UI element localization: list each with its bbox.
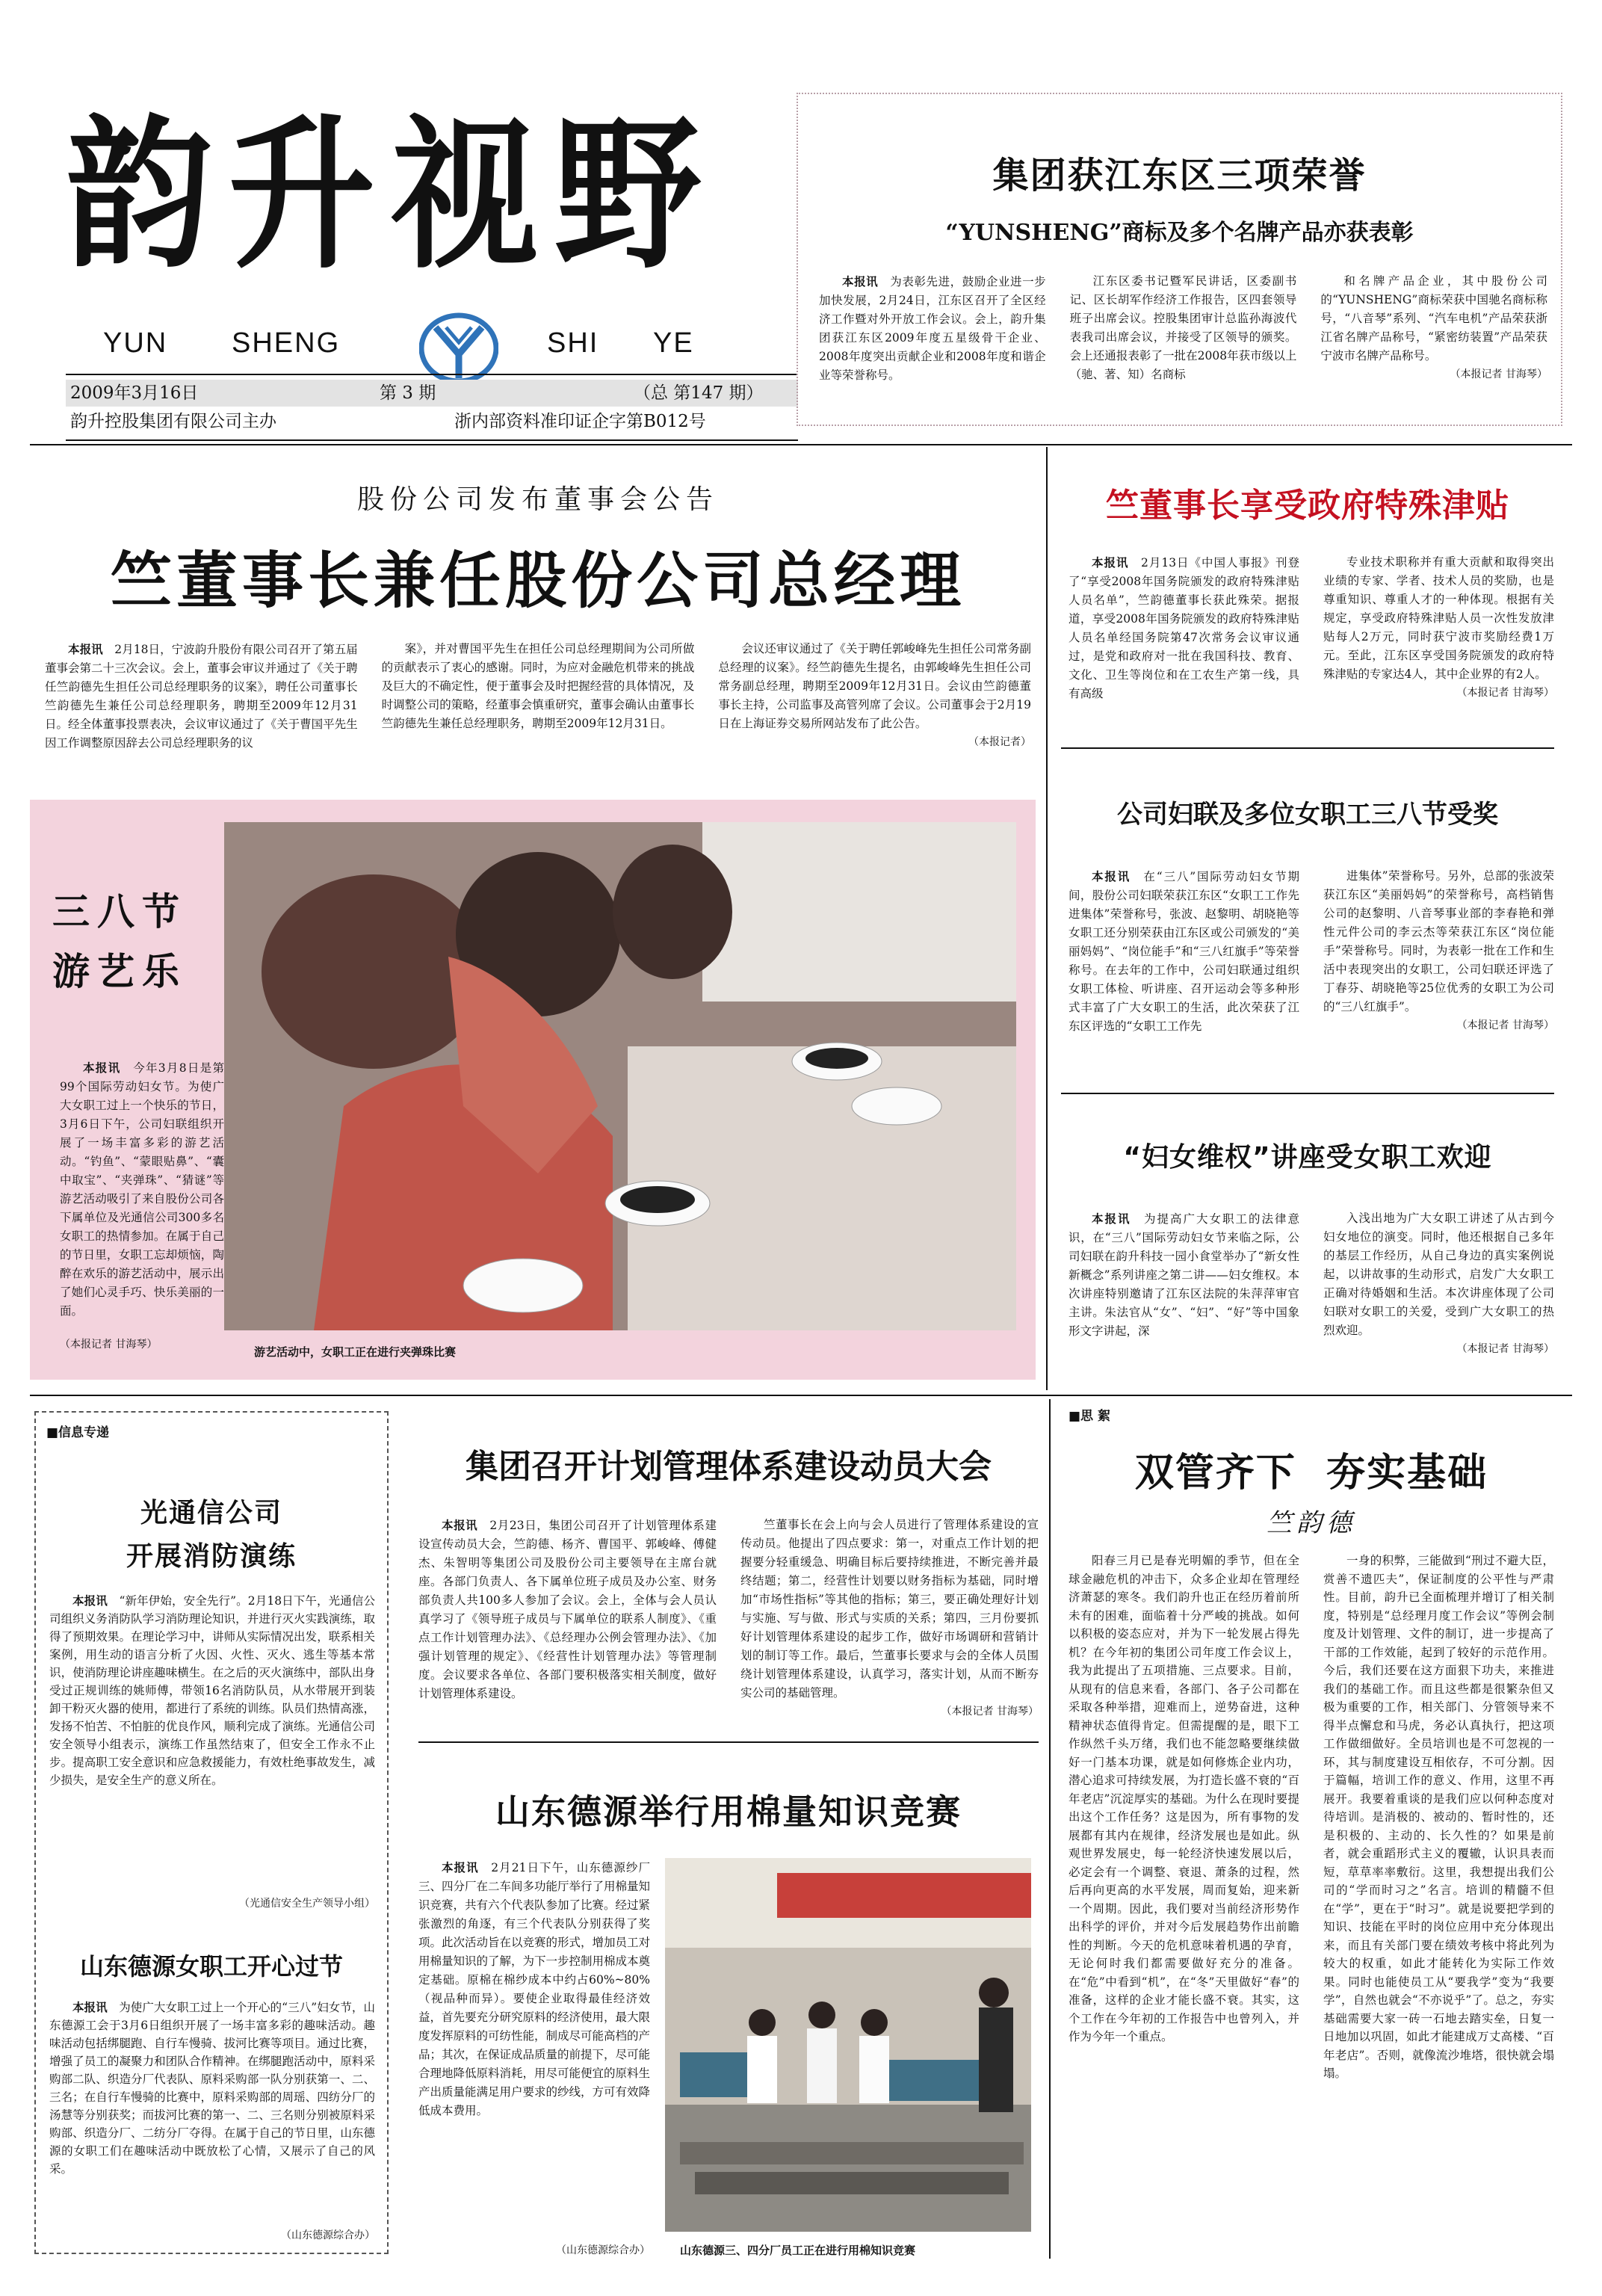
lead: 本报讯 <box>68 642 103 656</box>
col-1: 为提高广大女职工的法律意识，在“三八”国际劳动妇女节来临之际，公司妇联在韵升科技一园小食堂举办了“新女性新概念”系列讲座之第二讲——妇女维权。本次讲座特别邀请了江东区法院的朱萍萍审官主讲。朱法官从“女”、“妇”、“好”等中国象形文字讲起，深 <box>1068 1212 1299 1338</box>
article-title-line1: 三八节 <box>52 890 187 933</box>
article-rights-lecture <box>1061 1097 1554 1389</box>
sponsor: 韵升控股集团有限公司主办 <box>70 412 276 431</box>
author-signature: 竺韵德 <box>1267 1508 1356 1538</box>
article-kicker: 股份公司发布董事会公告 <box>356 484 719 515</box>
article-title: “妇女维权”讲座受女职工欢迎 <box>1123 1142 1492 1173</box>
byline: （本报记者 甘海琴） <box>1450 368 1548 380</box>
masthead <box>66 97 798 441</box>
lead: 本报讯 <box>1092 869 1131 883</box>
col-2: 竺董事长在会上向与会人员进行了管理体系建设的宣传动员。他提出了四点要求：第一，对重点工作计划的把握要分轻重缓急、明确目标后要持续推进，不断完善并最终结题；第二，经营性计划要以财务指标为基础，同时增加“市场性指标”等其他的指标；第三，要正确处理好计划与实施、写与做、形式与实质的关系；第四，三月份要抓好计划管理体系建设的起步工作，做好市场调研和营销计划的制订等工作。最后，竺董事长要求与会的全体人员围绕计划管理体系建设，认真学习，落实计划，从而不断夯实公司的基础管理。 <box>740 1518 1039 1700</box>
photo-caption: 游艺活动中，女职工正在进行夹弹珠比赛 <box>254 1345 457 1359</box>
article-title: 双管齐下 夯实基础 <box>1134 1451 1488 1496</box>
col-1: 阳春三月已是春光明媚的季节，但在全球金融危机的冲击下，众多企业却在管理经济萧瑟的寒冬。我们韵升也正在经历着前所未有的困难，面临着十分严峻的挑战。如何以积极的姿态应对，并为下一轮发展占得先机？在今年初的集团公司年度工作会议上，我为此提出了五项措施、三点要求。目前，从现有的信息来看，各部门、各子公司都在采取各种举措，迎难而上，逆势奋进，这种精神状态值得肯定。但需提醒的是，眼下工作纵然千头万绪，我们也不能忽略要继续做好一门基本功课，就是如何修炼企业内功，潜心追求可持续发展，为打造长盛不衰的“百年老店”沉淀厚实的基础。为什么在现时要提出这个工作任务？这是因为，所有事物的发展都有其内在规律，经济发展也是如此。纵观世界发展史，每一轮经济快速发展以后，必定会有一个调整、衰退、萧条的过程，然后再向更高的水平发展，周而复始，迎来新一个周期。因此，我们要对当前经济形势作出科学的评价，并对今后发展趋势作出前瞻性的判断。今天的危机意味着机遇的孕育，无论何时我们都需要做好充分的准备。在“危”中看到“机”，在“冬”天里做好“春”的准备，这样的企业才能长盛不衰。其实，这个工作在今年初的工作报告中也曾列入，并作为今年一个重点。 <box>1068 1554 1299 2043</box>
col-1: 2月23日，集团公司召开了计划管理体系建设宣传动员大会，竺韵德、杨齐、曹国平、郭峻峰、傅健杰、朱智明等集团公司及股份公司主要领导在主席台就座。各部门负责人、各下属单位班子成员及办公室、财务部负责人共100多人参加了会议。会上，全体与会人员认真学习了《领导班子成员与下属单位的联系人制度》、《重点工作计划管理办法》、《总经理办公例会管理办法》、《加强计划管理的规定》、《经营性计划管理办法》等管理制度。会议要求各单位、各部门要积极落实相关制度，做好计划管理体系建设。 <box>418 1519 717 1700</box>
section-tag: ■思 絮 <box>1068 1409 1110 1424</box>
brief-byline-1: （光通信安全生产领导小组） <box>239 1898 375 1910</box>
col-1: 在“三八”国际劳动妇女节期间，股份公司妇联荣获江东区“女职工工作先进集体”荣誉称号，张波、赵黎明、胡晓艳等女职工还分别荣获由江东区或公司颁发的“美丽妈妈”、“岗位能手”和“三八红旗手”等荣誉称号。在去年的工作中，公司妇联通过组织女职工体检、听讲座、召开运动会等多种形式丰富了广大女职工的生活，此次荣获了江东区评选的“女职工工作先 <box>1068 870 1299 1033</box>
byline: （本报记者 甘海琴） <box>941 1706 1039 1718</box>
paper-title: 韵升视野 <box>66 99 718 291</box>
col-2: 进集体”荣誉称号。另外，总部的张波荣获江东区“美丽妈妈”的荣誉称号，高档销售公司的赵黎明、八音琴事业部的李春艳和弹性元件公司的李云杰等荣获江东区“岗位能手”荣誉称号。同时，为表彰一批在工作和生活中表现突出的女职工，公司妇联还评选了丁春芬、胡晓艳等25位优秀的女职工为公司的“三八红旗手”。 <box>1323 869 1554 1013</box>
section-tag: ■信息专递 <box>46 1425 110 1440</box>
issue-date: 2009年3月16日 <box>70 383 199 403</box>
col-2: 一身的积弊，三能做到“刑过不避大臣，赏善不遗匹夫”，保证制度的公平性与严肃性。目前，韵升已全面梳理并增订了相关制度，特别是“总经理月度工作会议”等例会制度及计划管理、文件的制订，进一步提高了干部的工作效能，起到了较好的示范作用。今后，我们还要在这方面狠下功夫，来推进我们的基础工作。而且这些都是很繁杂但又极为重要的工作，相关部门、分管领导来不得半点懈怠和马虎，务必认真执行，把这项工作做细做好。全员培训也是不可忽视的一环，其与制度建设互相依存，不可分割。因于篇幅，培训工作的意义、作用，这里不再展开。我要着重谈的是我们应以何种态度对待培训。是消极的、被动的、暂时性的，还是积极的、主动的、长久性的？如果是前者，就会重蹈形式主义的覆辙，认识具表而短，草草率率敷衍。这里，我想提出我们公司的“学而时习之”名言。培训的精髓不但在“学”，更在于“时习”。就是说要把学到的知识、技能在平时的岗位应用中充分体现出来，而且有关部门要在绩效考核中将此列为较大的权重，如此才能转化为实际工作效果。同时也能使员工从“要我学”变为“我要学”，自然也就会“不亦说乎”了。总之，夯实基础需要大家一砖一石地去踏实垒，日复一日地加以巩固，如此才能建成万丈高楼、“百年老店”。否则，就像流沙堆塔，很快就会塌塌。 <box>1323 1554 1554 2080</box>
lead: 本报讯 <box>72 1593 108 1608</box>
article-title-line2: 游艺乐 <box>52 950 187 993</box>
brief-text-2: 为使广大女职工过上一个开心的“三八”妇女节，山东德源工会于3月6日组织开展了一场丰富多彩的趣味活动。趣味活动包括绑腿跑、自行车慢骑、拔河比赛等项目。通过比赛，增强了员工的凝聚力和团队合作精神。在绑腿跑活动中，原料采购部二队、织造分厂代表队、原料采购部一队分别获第一、二、三名；在自行车慢骑的比赛中，原料采购部的周瑶、四纺分厂的汤慧等分别获奖；而拔河比赛的第一、二、三名则分别被原料采购部、织造分厂、二纺分厂夺得。在属于自己的节日里，山东德源的女职工们在趣味活动中既放松了心情，又展示了自己的风采。 <box>49 2001 375 2176</box>
article-planning-meeting <box>418 1405 1039 1734</box>
byline: （本报记者 甘海琴） <box>60 1339 158 1351</box>
col-3: 和名牌产品企业，其中股份公司的“YUNSHENG”商标荣获中国驰名商标称号，“八音琴”系列、“汽车电机”产品荣获浙江省名牌产品称号，“紧密纺装置”产品荣获宁波市名牌产品称号。 <box>1320 274 1548 362</box>
col-2: 入浅出地为广大女职工讲述了从古到今妇女地位的演变。同时，他还根据自己多年的基层工作经历，从自己身边的真实案例说起，以讲故事的生动形式，启发广大女职工正确对待婚姻和生活。本次讲座体现了公司妇联对女职工的关爱，受到广大女职工的热烈欢迎。 <box>1323 1212 1554 1337</box>
article-column <box>1061 1405 1562 2265</box>
photo-caption: 山东德源三、四分厂员工正在进行用棉知识竞赛 <box>680 2244 916 2257</box>
brief-title-1b: 开展消防演练 <box>126 1541 297 1572</box>
byline: （本报记者 甘海琴） <box>1456 1019 1554 1031</box>
article-festival-games <box>30 800 1036 1380</box>
article-cotton-contest <box>418 1746 1039 2269</box>
col-2: 专业技术职称并有重大贡献和取得突出业绩的专家、学者、技术人员的奖励，也是尊重知识、尊重人才的一种体现。根据有关规定，享受政府特殊津贴人员一次性发放津贴每人2万元，同时获宁波市奖励经费1万元。至此，江东区享受国务院颁发的政府特殊津贴的专家达4人，其中企业界的有2人。 <box>1323 555 1554 681</box>
photo-illustration <box>224 822 1016 1330</box>
article-womens-awards <box>1061 755 1554 1084</box>
article-title: 竺董事长兼任股份公司总经理 <box>110 546 965 617</box>
article-title: 山东德源举行用棉量知识竞赛 <box>495 1792 962 1832</box>
issue-number: 第 3 期 <box>380 383 436 403</box>
lead: 本报讯 <box>442 1860 479 1874</box>
article-text: 今年3月8日是第99个国际劳动妇女节。为使广大女职工过上一个快乐的节日，3月6日下午，公司妇联组织开展了一场丰富多彩的游艺活动。“钓鱼”、“蒙眼贴鼻”、“囊中取宝”、“夹弹珠”、“猜谜”等游艺活动吸引了来自股份公司各下属单位及光通信公司300多名女职工的热情参加。在属于自己的节日里，女职工忘却烦恼，陶醉在欢乐的游艺活动中，展示出了她们心灵手巧、快乐美丽的一面。 <box>60 1061 224 1318</box>
col-1: 2月18日，宁波韵升股份有限公司召开了第五届董事会第二十三次会议。会上，董事会审议并通过了《关于聘任竺韵德先生担任公司总经理职务的议案》，聘任公司董事长竺韵德先生兼任公司总经理职务，聘期至2009年12月31日。经全体董事投票表决，会议审议通过了《关于曹国平先生因工作调整原因辞去公司总经理职务的议 <box>45 643 358 750</box>
byline: （本报记者 甘海琴） <box>1456 1343 1554 1355</box>
brief-title-2: 山东德源女职工开心过节 <box>79 1952 343 1981</box>
pinyin-ye: YE <box>653 327 694 359</box>
pinyin-yun: YUN <box>103 327 168 359</box>
article-special-allowance <box>1061 448 1554 710</box>
license: 浙内部资料准印证企字第B012号 <box>454 412 706 431</box>
article-title: 竺董事长享受政府特殊津贴 <box>1106 487 1509 525</box>
col-2: 案》，并对曹国平先生在担任公司总经理期间为公司所做的贡献表示了衷心的感谢。同时，为应对金融危机带来的挑战及巨大的不确定性，便于董事会及时把握经营的具体情况，及时调整公司的策略，经董事会慎重研究，董事会确认由董事长竺韵德先生兼任总经理职务，聘期至2009年12月31日。 <box>381 642 695 730</box>
col-3: 会议还审议通过了《关于聘任郭峻峰先生担任公司常务副总经理的议案》。经竺韵德先生提名，由郭峻峰先生担任公司常务副总经理，聘期至2009年12月31日。会议由竺韵德董事长主持，公司监事及高管列席了会议。公司董事会于2月19日在上海证券交易所网站发布了此公告。 <box>718 642 1032 730</box>
article-honors <box>797 93 1562 426</box>
pinyin-sheng: SHENG <box>232 327 341 359</box>
article-chairman-gm <box>45 448 1031 792</box>
article-title: 公司妇联及多位女职工三八节受奖 <box>1117 800 1498 830</box>
article-title: 集团获江东区三项荣誉 <box>992 155 1367 197</box>
byline: （山东德源综合办） <box>556 2244 650 2256</box>
sidebar-news-brief <box>34 1411 389 2254</box>
photo-contest <box>665 1858 1031 2232</box>
lead: 本报讯 <box>1092 555 1129 570</box>
masthead-info <box>66 374 798 441</box>
lead: 本报讯 <box>442 1518 478 1532</box>
issue-total: （总 第147 期） <box>634 383 764 403</box>
brief-title-1a: 光通信公司 <box>140 1498 282 1528</box>
pinyin-shi: SHI <box>547 327 599 359</box>
column-rule <box>1046 447 1048 1390</box>
col-1: 为表彰先进，鼓励企业进一步加快发展，2月24日，江东区召开了全区经济工作暨对外开放工作会议。会上，韵升集团获江东区2009年度五星级骨干企业、2008年度突出贡献企业和2008年度和谐企业等荣誉称号。 <box>819 275 1046 382</box>
col-2: 江东区委书记暨军民讲话，区委副书记、区长胡军作经济工作报告，区四套领导班子出席会议。控股集团审计总监孙海波代表我司出席会议，并接受了区领导的颁奖。会上还通报表彰了一批在2008年获市级以上（驰、著、知）名商标 <box>1069 274 1297 381</box>
col-1: 2月13日《中国人事报》刊登了“享受2008年国务院颁发的政府特殊津贴人员名单”，竺韵德董事长获此殊荣。据报道，享受2008年国务院颁发的政府特殊津贴人员名单经国务院第47次常务会议审议通过，是党和政府对一批在我国科技、教育、文化、卫生等岗位和在工农生产第一线，具有高级 <box>1068 556 1299 700</box>
byline: （本报记者 甘海琴） <box>1456 687 1554 699</box>
lead: 本报讯 <box>1092 1212 1131 1226</box>
brief-byline-2: （山东德源综合办） <box>281 2229 375 2241</box>
article-text: 2月21日下午，山东德源纱厂三、四分厂在二车间多功能厅举行了用棉量知识竞赛，共有六个代表队参加了比赛。经过紧张激烈的角逐，有三个代表队分别获得了奖项。此次活动旨在以竞赛的形式，增加员工对用棉量知识的了解，为下一步控制用棉成本奠定基础。原棉在棉纱成本中约占60%~80%（视品种而异）。要使企业取得最佳经济效益，首先要充分研究原料的经济使用，最大限度发挥原料的可纺性能，制成尽可能高档的产品；其次，在保证成品质量的前提下，尽可能合理地降低原料消耗，用尽可能便宜的原料生产出质量能满足用户要求的纱线，方可有效降低成本费用。 <box>418 1861 650 2117</box>
brief-text-1: “新年伊始，安全先行”。2月18日下午，光通信公司组织义务消防队学习消防理论知识，并进行灭火实践演练，取得了预期效果。在理论学习中，讲师从实际情况出发，联系相关案例，用生动的语言分析了火因、火性、灭火、逃生等基本常识，使消防理论讲座趣味横生。在之后的灭火演练中，部队出身受过正规训练的姚师傅，带领16名消防队员，从水带展开到装卸干粉灭火器的使用，都进行了系统的训练。队员们热情高涨，发扬不怕苦、不怕脏的优良作风，顺利完成了演练。光通信公司安全领导小组表示，演练工作虽然结束了，但安全工作永不止步。提高职工安全意识和应急救援能力，有效杜绝事故发生，减少损失，是安全生产的意义所在。 <box>49 1594 375 1787</box>
photo-games <box>224 822 1016 1330</box>
photo-illustration <box>665 1858 1031 2232</box>
lead: 本报讯 <box>842 274 879 288</box>
article-subtitle: “YUNSHENG”商标及多个名牌产品亦获表彰 <box>945 220 1414 246</box>
byline: （本报记者） <box>968 736 1032 748</box>
lead: 本报讯 <box>72 2000 108 2014</box>
article-title: 集团召开计划管理体系建设动员大会 <box>466 1448 992 1486</box>
lead: 本报讯 <box>83 1061 121 1075</box>
